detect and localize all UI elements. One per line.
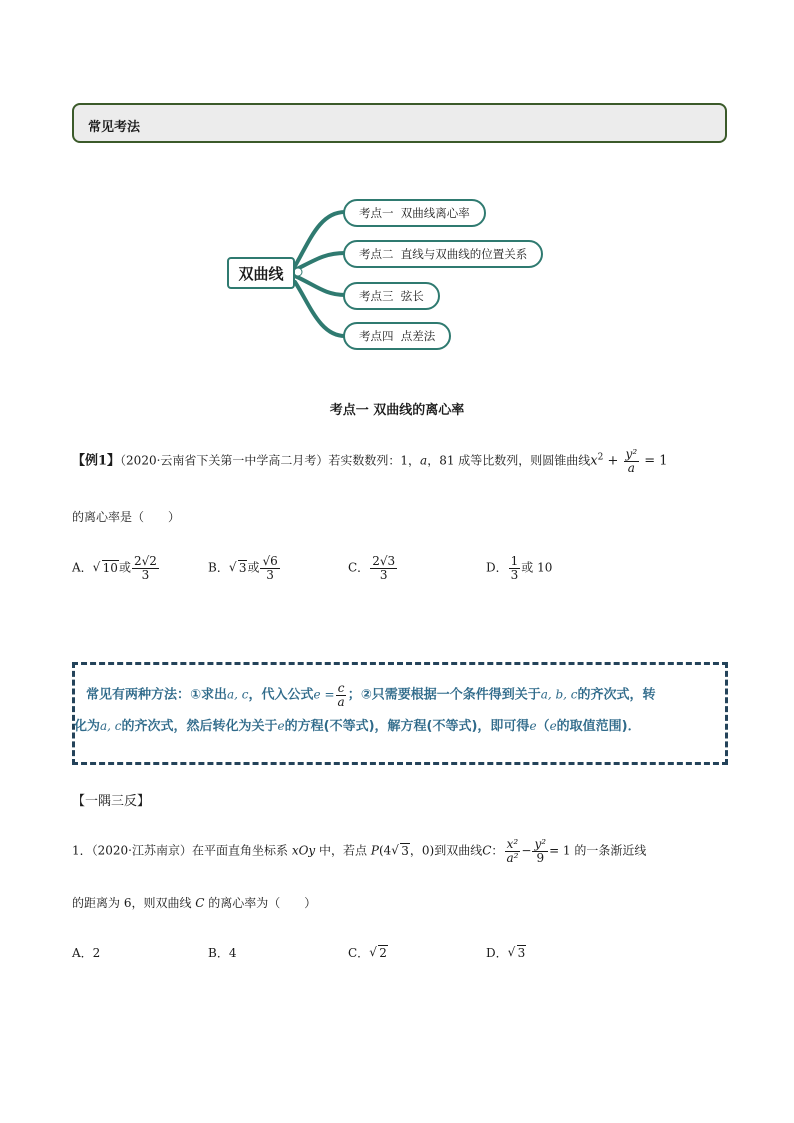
method-line2: 化为a, c的齐次式，然后转化为关于e的方程(不等式)，解方程(不等式)，即可得e（e的取值范围)． [74,719,641,734]
q1-option-c: C．√ 2 [348,944,388,961]
method-box [72,662,728,765]
mindmap-node-4: 考点四 点差法 [343,322,451,350]
q1-line1: 1．（2020·江苏南京）在平面直角坐标系 xOy 中，若点 P(4√ 3，0)到双曲线C： $\frac{\text{x²}}{\text{a²}}$ − $\frac{\text{y²}}{9}$ = 1 的一条渐近线 [72,838,646,864]
equation-plus: + [603,453,623,469]
example1-option-a: A．√ 10或 $\frac{2√2}{3}$ [72,555,160,581]
mindmap-root: 双曲线 [227,257,295,289]
example-source: （2020·云南省下关第一中学高二月考） [120,453,329,468]
example-tag: 【例1】 [72,453,121,469]
example1-option-d: D． $\frac{1}{3}$ 或 10 [486,554,553,582]
example-text-b: ，81 成等比数列，则圆锥曲线 [427,453,591,468]
section-title: 考点一 双曲线的离心率 [329,403,465,418]
q1-option-b: B．4 [208,946,237,960]
practice-heading: 【一隅三反】 [72,794,151,809]
example-var-a: a [420,453,428,468]
equation-fraction: $\frac{\text{y²}}{a}$ [625,447,638,475]
q1-option-d: D．√ 3 [486,944,526,961]
mindmap-node-3: 考点三 弦长 [343,282,440,310]
example1-line1 [72,448,668,474]
example1-option-b: B．√ 3或 $\frac{√6}{3}$ [208,555,281,581]
equation-sup: 2 [597,452,604,463]
method-line1: 常见有两种方法：①求出a, c，代入公式e = $\frac{c}{a}$ ；②只需要根据一个条件得到关于a, b, c的齐次式，转 [86,681,656,709]
mindmap-node-2: 考点二 直线与双曲线的位置关系 [343,240,543,268]
example1-line2: 的离心率是（ ） [72,510,181,524]
example1-option-c: C． $\frac{2√3}{3}$ [348,554,396,582]
mindmap-node-1: 考点一 双曲线离心率 [343,199,486,227]
banner-title: 常见考法 [88,120,141,135]
q1-line2: 的距离为 6，则双曲线 C 的离心率为（ ） [72,896,317,910]
equation-x: x [590,453,598,469]
equation-rhs: = 1 [640,453,668,469]
q1-option-a: A．2 [72,946,101,960]
example-text-a: 若实数数列：1， [328,453,421,468]
